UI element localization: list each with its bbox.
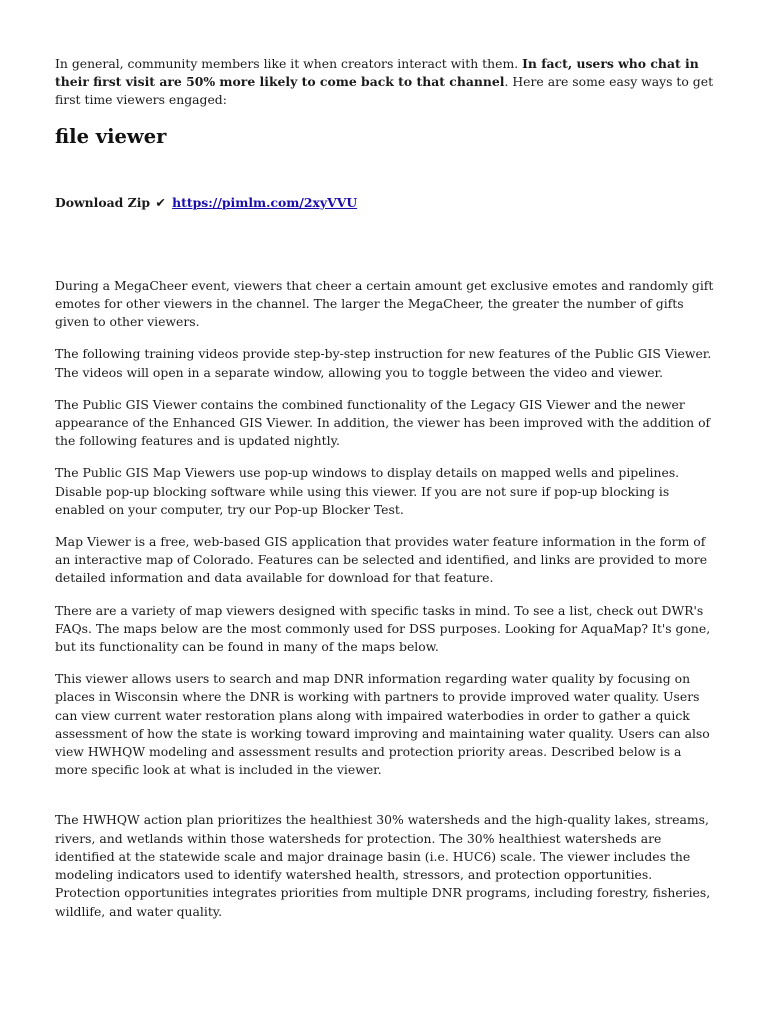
paragraph-training-videos: The following training videos provide step-by-step instruction for new features of the Public GIS Viewer. The videos will open in a separate window, allowing you to toggle between the video and viewer. xyxy=(55,346,712,380)
download-line xyxy=(55,194,715,212)
intro-lead-text: In general, community members like it when creators interact with them. xyxy=(55,56,523,71)
intro-bold-text: In fact, users who chat in their first visit are 50% more likely to come back to that channel xyxy=(55,56,699,90)
document-page xyxy=(55,55,715,921)
paragraph-popup-windows: The Public GIS Map Viewers use pop-up windows to display details on mapped wells and pipelines. Disable pop-up blocking software while using this viewer. If you are not sure if pop-up blocking is enabled on your computer, try our Pop-up Blocker Test. xyxy=(55,465,680,517)
paragraph-map-viewer: Map Viewer is a free, web-based GIS application that provides water feature information in the form of an interactive map of Colorado. Features can be selected and identified, and links are provided to more detailed information and data available for download for that feature. xyxy=(55,534,708,586)
intro-tail-text: . Here are some easy ways to get first time viewers engaged: xyxy=(55,74,714,108)
paragraph-map-viewers-list: There are a variety of map viewers designed with specific tasks in mind. To see a list, check out DWR's FAQs. The maps below are the most commonly used for DSS purposes. Looking for AquaMap? It's gone, but its functionality can be found in many of the maps below. xyxy=(55,602,711,655)
paragraph-public-gis-viewer: The Public GIS Viewer contains the combined functionality of the Legacy GIS Viewer and the newer appearance of the Enhanced GIS Viewer. In addition, the viewer has been improved with the addition of the following features and is updated nightly. xyxy=(55,396,711,449)
paragraph-water-quality-viewer: This viewer allows users to search and map DNR information regarding water quality by focusing on places in Wisconsin where the DNR is working with partners to provide improved water quality. Users can view current water restoration plans along with impaired waterbodies in order to gather a quick assessment of how the state is working toward improving and maintaining water quality. Users can also view HWHQW modeling and assessment results and protection priority areas. Described below is a more specific look at what is included in the viewer. xyxy=(55,671,710,778)
intro-paragraph xyxy=(55,55,715,110)
page-heading: file viewer xyxy=(55,124,167,148)
download-label: Download Zip xyxy=(55,194,151,210)
paragraph-hwhqw-action-plan: The HWHQW action plan prioritizes the healthiest 30% watersheds and the high-quality lakes, streams, rivers, and wetlands within those watersheds for protection. The 30% healthiest watersheds are identified at the statewide scale and major drainage basin (i.e. HUC6) scale. The viewer includes the modeling indicators used to identify watershed health, stressors, and protection opportunities. Protection opportunities integrates priorities from multiple DNR programs, including forestry, fisheries, wildlife, and water quality. xyxy=(55,812,711,919)
download-link[interactable]: https://pimlm.com/2xyVVU xyxy=(172,194,358,210)
checkbox-icon: ✔ xyxy=(155,194,166,210)
paragraph-megacheer: During a MegaCheer event, viewers that cheer a certain amount get exclusive emotes and randomly gift emotes for other viewers in the channel. The larger the MegaCheer, the greater the number of gifts given to other viewers. xyxy=(55,277,714,330)
